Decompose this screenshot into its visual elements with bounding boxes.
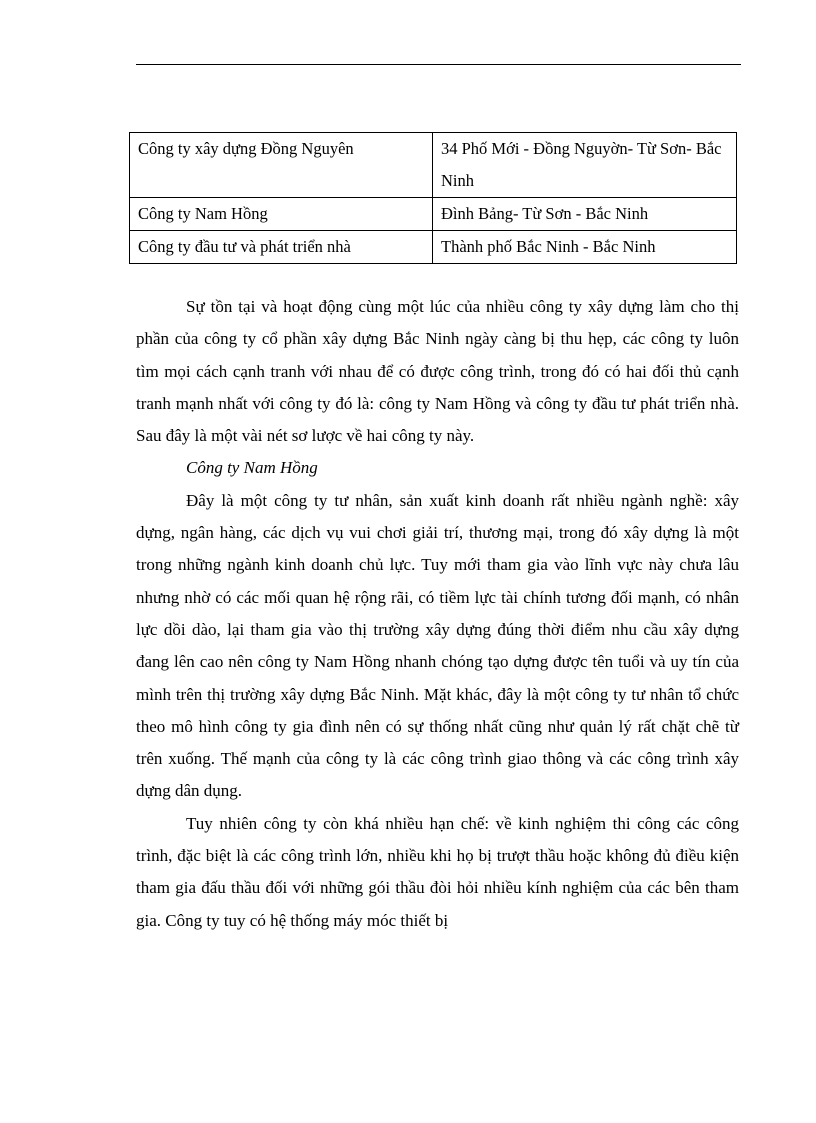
header-rule	[136, 64, 741, 65]
company-address-cell: 34 Phố Mới - Đồng Nguyờn- Từ Sơn- Bắc Ninh	[433, 133, 737, 198]
table-row	[130, 198, 737, 231]
table-row	[130, 133, 737, 198]
company-address-cell: Đình Bảng- Từ Sơn - Bắc Ninh	[433, 198, 737, 231]
company-name-cell: Công ty xây dựng Đồng Nguyên	[130, 133, 433, 198]
table-row	[130, 231, 737, 264]
section-subheading: Công ty Nam Hồng	[186, 458, 318, 478]
company-name-cell: Công ty Nam Hồng	[130, 198, 433, 231]
company-name-cell: Công ty đầu tư và phát triển nhà	[130, 231, 433, 264]
intro-paragraph: Sự tồn tại và hoạt động cùng một lúc của nhiều công ty xây dựng làm cho thị phần của công ty cổ phần xây dựng Bắc Ninh ngày càng bị thu hẹp, các công ty luôn tìm mọi cách cạnh tranh với nhau để có được công trình, trong đó có hai đối thủ cạnh tranh mạnh nhất với công ty đó là: công ty Nam Hồng và công ty đầu tư phát triển nhà. Sau đây là một vài nét sơ lược về hai công ty này.	[136, 297, 739, 446]
document-body	[136, 291, 739, 937]
company-address-cell: Thành phố Bắc Ninh - Bắc Ninh	[433, 231, 737, 264]
limitations-paragraph: Tuy nhiên công ty còn khá nhiều hạn chế: về kinh nghiệm thi công các công trình, đặc biệt là các công trình lớn, nhiều khi họ bị trượt thầu hoặc không đủ điều kiện tham gia đấu thầu đối với những gói thầu đòi hỏi nhiều kính nghiệm của các bên tham gia. Công ty tuy có hệ thống máy móc thiết bị	[136, 813, 739, 930]
nam-hong-paragraph: Đây là một công ty tư nhân, sản xuất kinh doanh rất nhiều ngành nghề: xây dựng, ngân hàng, các dịch vụ vui chơi giải trí, thương mại, trong đó xây dựng là một trong những ngành kinh doanh chủ lực. Tuy mới tham gia vào lĩnh vực này chưa lâu nhưng nhờ có các mối quan hệ rộng rãi, có tiềm lực tài chính tương đối mạnh, có nhân lực dồi dào, lại tham gia vào thị trường xây dựng đúng thời điểm nhu cầu xây dựng đang lên cao nên công ty Nam Hồng nhanh chóng tạo dựng được tên tuổi và uy tín của mình trên thị trường xây dựng Bắc Ninh. Mặt khác, đây là một công ty tư nhân tổ chức theo mô hình công ty gia đình nên có sự thống nhất cũng như quản lý rất chặt chẽ từ trên xuống. Thế mạnh của công ty là các công trình giao thông và các công trình xây dựng dân dụng.	[136, 490, 739, 801]
competitor-companies-table	[129, 132, 737, 264]
